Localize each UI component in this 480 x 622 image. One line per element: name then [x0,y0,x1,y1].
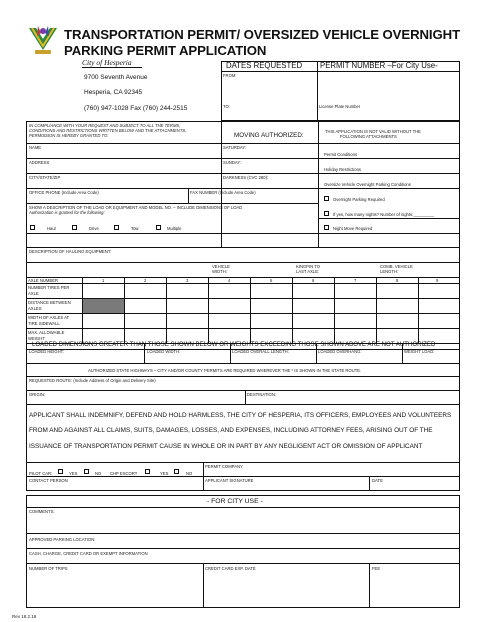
city-name: City of Hesperia [82,58,132,67]
fax-number-label: FAX NUMBER (Include Area Code) [190,190,256,195]
axle-col-5: 5 [270,278,273,283]
haul-label: Haul [47,226,56,231]
axle-col-3: 3 [186,278,189,283]
phone-fax: (760) 947-1028 Fax (760) 244-2515 [84,105,188,112]
pilot-no-label: NO [95,471,102,476]
row-max-label1: MAX. ALLOWABLE [28,330,65,335]
loaded-width-label: LOADED WIDTH: [147,349,181,354]
chp-no-label: NO [186,471,193,476]
authorized-highways: AUTHORIZED STATE HIGHWAYS – CITY AND/OR COUNTY PERMITS ARE REQUIRED WHEREVER THE * IS SHOWN IN THE STATE ROUTE. [88,368,362,373]
drive-label: Drive [89,226,99,231]
permit-box [317,61,460,121]
date-label: DATE [372,478,383,483]
compliance-text1: IN COMPLIANCE WITH YOUR REQUEST AND SUBJECT TO ALL THE TERMS, [29,123,181,128]
indemnity-line2: FROM AND AGAINST ALL CLAIMS, SUITS, DAMAGES, LOSSES, AND EXPENSES, INCLUDING ATTORNEY FEES, ARISING OUT OF THE [29,427,433,434]
not-valid-line1: THIS APPLICATION IS NOT VALID WITHOUT THE [325,129,421,134]
axle-col-4: 4 [228,278,231,283]
license-plate-label: License Plate Number [319,104,361,109]
permit-conditions: Permit Conditions [324,152,358,157]
loaded-height-label: LOADED HEIGHT: [29,349,64,354]
sunday-label: SUNDAY: [223,160,242,165]
moving-authorized: MOVING AUTHORIZED: [234,132,304,139]
row-distance-label2: AXLES [28,306,42,311]
overnight-required-checkbox[interactable] [324,196,329,201]
city-state-zip-label: CITY/STATE/ZIP [29,175,61,180]
weight-load-label: WEIGHT LOAD: [404,349,435,354]
compliance-text3: PERMISSION IS HEREBY GRANTED TO: [29,133,109,138]
holiday-restrictions: Holiday Restrictions [324,167,362,172]
from-label: FROM: [223,73,237,78]
kingpin-label1: KINGPIN TO [296,264,321,269]
combo-length-label1: COMB. VEHICLE [380,264,413,269]
axle-number-label: AXLE NUMBER [28,278,59,283]
cash-charge-label: CASH, CHARGE, CREDIT CARD OR EXEMPT INFORMATION [29,551,148,556]
to-label: TO: [223,104,230,109]
requested-route-label: REQUESTED ROUTE: (Include Address of Origin and Delivery Site) [29,378,156,383]
how-many-checkbox[interactable] [324,211,329,216]
dates-requested: DATES REQUESTED [226,61,303,70]
loaded-overall-label: LOADED OVERALL LENGTH: [232,349,289,354]
city-use-heading: - FOR CITY USE - [207,498,263,505]
city-logo [26,24,60,58]
indemnity-line1: APPLICANT SHALL INDEMNIFY, DEFEND AND HOLD HARMLESS, THE CITY OF HESPERIA, ITS OFFICERS, EMPLOYEES AND VOLUNTEERS [29,412,452,419]
fee-label: FEE [372,566,381,571]
loaded-banner: LOADED DIMENSIONS GREATER THAN THOSE SHOWN BELOW OR WEIGHTS EXCEEDING THOSE SHOWN ABOVE ARE NOT AUTHORIZED [32,341,436,348]
row-width-label2: TIRE SIDEWALL [28,321,60,326]
permit-company-label: PERMIT COMPANY [205,464,243,469]
loaded-overhang-label: LOADED OVERHANG: [318,349,362,354]
darkness-label: DARKNESS (CVC 280): [223,175,269,180]
axle-col-8: 8 [396,278,399,283]
authorization-text: Authorization is granted for the following: [29,210,105,215]
address-label: ADDRESS [29,160,50,165]
comments-label: COMMENTS: [29,509,55,514]
oversize-conditions: Oversize Vehicle Overnight Parking Conditions [324,182,411,187]
compliance-text2: CONDITIONS AND RESTRICTIONS WRITTEN BELOW AND THE ATTACHMENTS, [29,128,187,133]
row-distance-label1: DISTANCE BETWEEN [28,300,71,305]
name-label: NAME [29,145,42,150]
not-valid-line2: FOLLOWING ATTACHMENTS [340,134,397,139]
show-description: SHOW A DESCRIPTION OF THE LOAD OR EQUIPMENT AND MODEL NO. – INCLUDE DIMENSIONS OF LOAD [29,205,243,210]
address-line2: Hesperia, CA 92345 [84,89,143,96]
kingpin-label2: LAST AXLE: [296,269,320,274]
applicant-signature-label: APPLICANT SIGNATURE [205,478,254,483]
axle-col-6: 6 [312,278,315,283]
pilot-yes-checkbox[interactable] [58,469,63,474]
row-width-label1: WIDTH OF AXLES AT [28,315,70,320]
origin-label: ORIGIN: [29,392,46,397]
pilot-no-checkbox[interactable] [84,469,89,474]
haul-checkbox[interactable] [30,225,35,230]
axle-col-9: 9 [436,278,439,283]
pilot-yes-label: YES [69,471,78,476]
permit-number: PERMIT NUMBER –For City Use- [320,61,438,70]
destination-label: DESTINATION: [247,392,277,397]
axle-col-2: 2 [144,278,147,283]
pilot-car-label: PILOT CAR: [29,471,53,476]
overnight-required: Overnight Parking Required [333,197,385,202]
shaded-cell [83,299,124,313]
axle-col-1: 1 [102,278,105,283]
number-trips-label: NUMBER OF TRIPS [29,566,68,571]
vehicle-width-label1: VEHICLE [212,264,230,269]
credit-exp-label: CREDIT CARD EXP. DATE [205,566,256,571]
multiple-checkbox[interactable] [156,225,161,230]
vehicle-width-label2: WIDTH: [212,269,227,274]
night-move-required: Night Move Required [333,226,373,231]
title-line1: TRANSPORTATION PERMIT/ OVERSIZED VEHICLE OVERNIGHT [64,27,461,42]
chp-yes-checkbox[interactable] [145,469,150,474]
revision-label: Rev 18.2.18 [12,614,37,619]
row-tires-label1: NUMBER TIRES PER [28,285,70,290]
drive-checkbox[interactable] [72,225,77,230]
row-tires-label2: AXLE [28,291,39,296]
night-move-checkbox[interactable] [324,225,329,230]
tow-label: Tow [131,226,139,231]
chp-no-checkbox[interactable] [174,469,179,474]
office-phone-label: OFFICE PHONE (Include Area Code) [29,190,99,195]
saturday-label: SATURDAY: [223,145,247,150]
combo-length-label2: LENGTH: [380,269,399,274]
indemnity-line3: ISSUANCE OF TRANSPORTATION PERMIT CAUSE IN WHOLE OR IN PART BY ANY NEGLIGENT ACT OR OMISSION OF APPLICANT [29,443,423,450]
axle-col-7: 7 [354,278,357,283]
tow-checkbox[interactable] [114,225,119,230]
chp-escort-label: CHP ESCORT [110,471,138,476]
title-line2: PARKING PERMIT APPLICATION [64,43,267,58]
chp-yes-label: YES [160,471,169,476]
how-many-nights: If yes, how many nights? Number of nights:_________ [333,212,435,217]
multiple-label: Multiple [167,226,182,231]
contact-person-label: CONTACT PERSON [29,478,68,483]
row-max-label2: WEIGHT [28,336,45,341]
approved-location-label: APPROVED PARKING LOCATION: [29,537,96,542]
desc-hauling-label: DESCRIPTION OF HAULING EQUIPMENT: [29,249,112,254]
address-line1: 9700 Seventh Avenue [84,74,148,81]
dates-box [221,61,318,121]
